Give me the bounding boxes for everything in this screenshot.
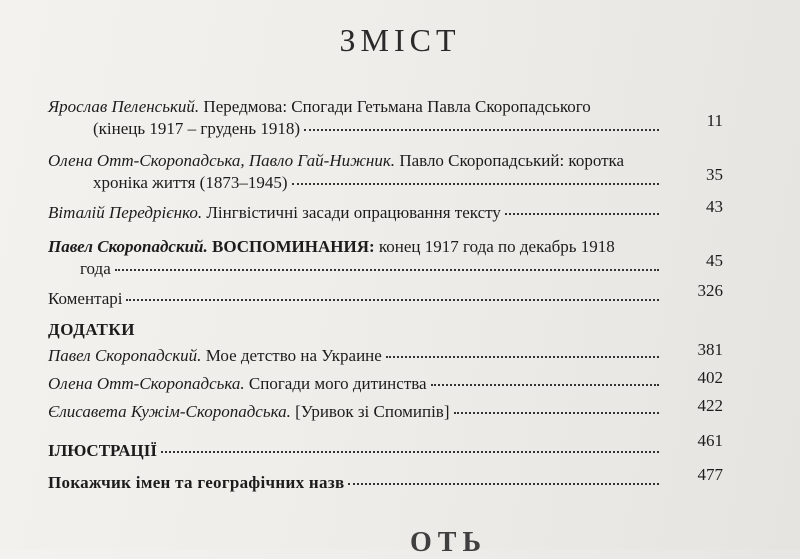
entry-text: конец 1917 года по декабрь 1918 bbox=[378, 237, 615, 256]
leader-dots bbox=[454, 412, 660, 414]
leader-dots bbox=[126, 299, 659, 301]
entry-text: Спогади мого дитинства bbox=[248, 374, 427, 393]
leader-dots bbox=[348, 483, 659, 485]
next-heading-fragment: ОТЬ bbox=[410, 527, 487, 558]
page-number: 477 bbox=[697, 465, 723, 484]
toc-entry bbox=[48, 368, 723, 395]
entry-author: Олена Отт-Скоропадська. bbox=[48, 374, 245, 393]
entry-author: Павел Скоропадский. bbox=[48, 346, 202, 365]
entry-text: Павло Скоропадський: коротка bbox=[399, 151, 625, 170]
section-heading: ДОДАТКИ bbox=[48, 320, 135, 339]
toc-entry bbox=[48, 281, 723, 310]
entry-text: хроніка життя (1873–1945) bbox=[93, 173, 288, 192]
section-label: ІЛЮСТРАЦІЇ bbox=[48, 441, 157, 460]
entry-text: Мое детство на Украине bbox=[205, 346, 382, 365]
page-number: 326 bbox=[697, 281, 723, 300]
page-number: 461 bbox=[697, 431, 723, 450]
entry-text: (кінець 1917 – грудень 1918) bbox=[93, 119, 301, 138]
page-number: 43 bbox=[706, 197, 723, 216]
entry-bold-title: ВОСПОМИНАНИЯ: bbox=[211, 237, 375, 256]
entry-text: года bbox=[80, 259, 111, 278]
leader-dots bbox=[505, 213, 659, 215]
leader-dots bbox=[115, 269, 659, 271]
page-title: ЗМІСТ bbox=[339, 22, 461, 58]
entry-text: Коментарі bbox=[48, 289, 123, 308]
leader-dots bbox=[386, 356, 659, 358]
entry-author: Олена Отт-Скоропадська, Павло Гай-Нижник. bbox=[48, 151, 396, 170]
leader-dots bbox=[304, 129, 659, 131]
toc-entry bbox=[48, 96, 723, 140]
entry-text: Передмова: Спогади Гетьмана Павла Скоропадського bbox=[203, 97, 591, 116]
page-number: 422 bbox=[697, 396, 723, 415]
entry-text: Лінгвістичні засади опрацювання тексту bbox=[206, 203, 501, 222]
leader-dots bbox=[292, 183, 660, 185]
entry-author: Віталій Передрієнко. bbox=[48, 203, 203, 222]
leader-dots bbox=[161, 451, 659, 453]
toc-entry bbox=[48, 236, 723, 280]
toc-entry bbox=[48, 340, 723, 367]
toc-entry bbox=[48, 431, 723, 462]
leader-dots bbox=[431, 384, 659, 386]
page-number: 381 bbox=[697, 340, 723, 359]
page-number: 11 bbox=[706, 111, 723, 130]
toc-entry bbox=[48, 150, 723, 194]
section-label: Покажчик імен та географічних назв bbox=[48, 473, 345, 492]
entry-author: Ярослав Пеленський. bbox=[48, 97, 200, 116]
page-number: 402 bbox=[697, 368, 723, 387]
toc-entry bbox=[48, 465, 723, 494]
entry-text: [Уривок зі Спомипів] bbox=[295, 402, 450, 421]
page-number: 35 bbox=[706, 165, 723, 184]
toc-entry bbox=[48, 396, 723, 423]
page-number: 45 bbox=[706, 251, 723, 270]
entry-author: Павел Скоропадский. bbox=[48, 237, 208, 256]
entry-author: Єлисавета Кужім-Скоропадська. bbox=[48, 402, 291, 421]
toc-entry bbox=[48, 197, 723, 224]
